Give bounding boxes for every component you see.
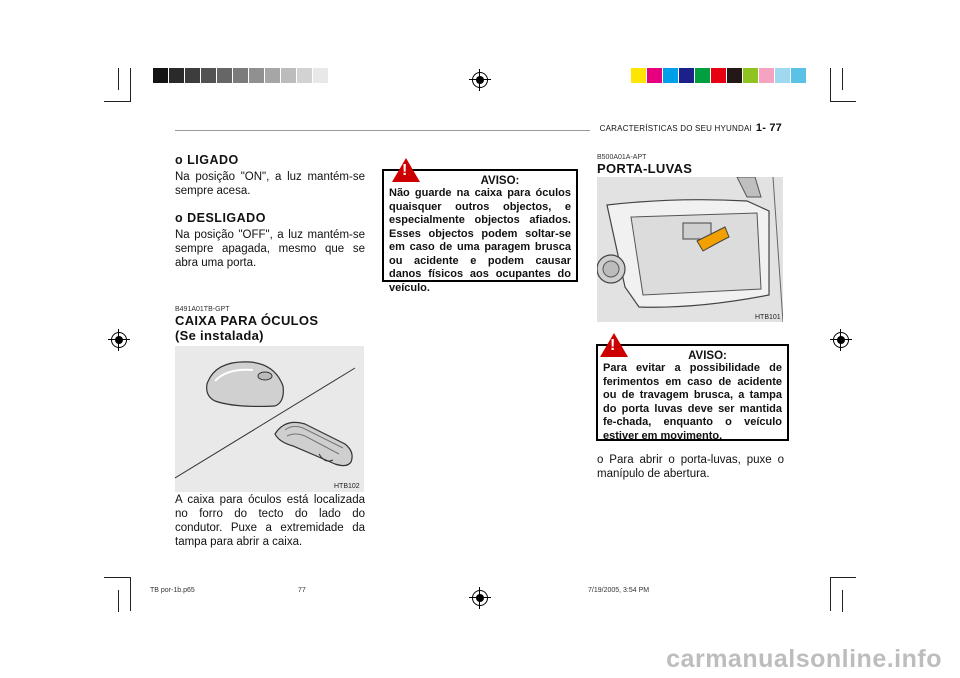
calibration-swatch [727,68,742,83]
calibration-swatch [201,68,216,83]
warning-title: AVISO: [480,175,520,187]
item-ligado-text: Na posição "ON", a luz mantém-se sempre acesa. [175,171,365,197]
header-title: CARACTERÍSTICAS DO SEU HYUNDAI [599,124,752,133]
warning-text: Não guarde na caixa para óculos quaisquer outros objectos, e especialmente objectos afiados. Esses objectos podem soltar-se em caso de uma paragem brusca ou acidente e podem causar danos físicos aos ocupantes do veículo. [389,187,571,294]
calibration-swatch [759,68,774,83]
sunglass-holder-caption: A caixa para óculos está localizada no forro do tecto do lado do condutor. Puxe a extremidade da tampa para abrir a caixa. [175,494,365,548]
calibration-swatch [711,68,726,83]
calibration-swatch [647,68,662,83]
warning-box-sunglasses [382,169,578,294]
warning-text: Para evitar a possibilidade de ferimentos em caso de acidente ou de travagem brusca, a tampa do porta luvas deve ser mantida fe-chada, enquanto o veículo estiver em movimento. [603,362,782,442]
glove-box-illustration [597,177,783,322]
glove-box-figure [597,177,783,322]
footer-date: 7/19/2005, 3:54 PM [588,587,650,594]
registration-mark-icon [469,587,491,609]
registration-mark-icon [108,329,130,351]
calibration-swatch [631,68,646,83]
footer-file: TB por-1b.p65 [150,587,195,594]
item-desligado-text: Na posição "OFF", a luz mantém-se sempre apagada, mesmo que se abra uma porta. [175,229,365,269]
calibration-swatch [185,68,200,83]
exclamation-triangle-icon: ! [392,158,420,182]
section-subtitle: (Se instalada) [175,328,264,343]
registration-mark-icon [830,329,852,351]
calibration-swatch [695,68,710,83]
page-header [600,122,782,134]
calibration-swatch [169,68,184,83]
calibration-swatch [249,68,264,83]
calibration-swatch [743,68,758,83]
warning-title: AVISO: [688,350,727,362]
glove-box-bullet: o Para abrir o porta-luvas, puxe o manípulo de abertura. [597,454,784,480]
sunglass-holder-figure [175,346,364,492]
item-ligado-title: o LIGADO [175,153,239,167]
section-title: CAIXA PARA ÓCULOS [175,313,319,328]
calibration-swatch [775,68,790,83]
warning-box-glove-box [596,344,789,441]
section-title: PORTA-LUVAS [597,161,693,176]
figure-code: HTB101 [755,314,781,321]
header-rule [175,130,590,131]
calibration-swatch [679,68,694,83]
calibration-swatch [233,68,248,83]
exclamation-triangle-icon: ! [600,333,628,357]
section-code: B500A01A-APT [597,154,647,161]
sunglass-holder-illustration [175,346,364,492]
calibration-swatch [153,68,168,83]
calibration-swatch [265,68,280,83]
calibration-swatch [217,68,232,83]
footer-page: 77 [298,587,306,594]
figure-code: HTB102 [334,483,360,490]
page-number: 1- 77 [755,122,782,134]
calibration-swatch [791,68,806,83]
section-code: B491A01TB-GPT [175,306,230,313]
calibration-swatch [663,68,678,83]
watermark: carmanualsonline.info [666,645,942,673]
calibration-swatch [297,68,312,83]
registration-mark-icon [469,69,491,91]
item-desligado-title: o DESLIGADO [175,211,266,225]
calibration-swatch [281,68,296,83]
calibration-swatch [313,68,328,83]
